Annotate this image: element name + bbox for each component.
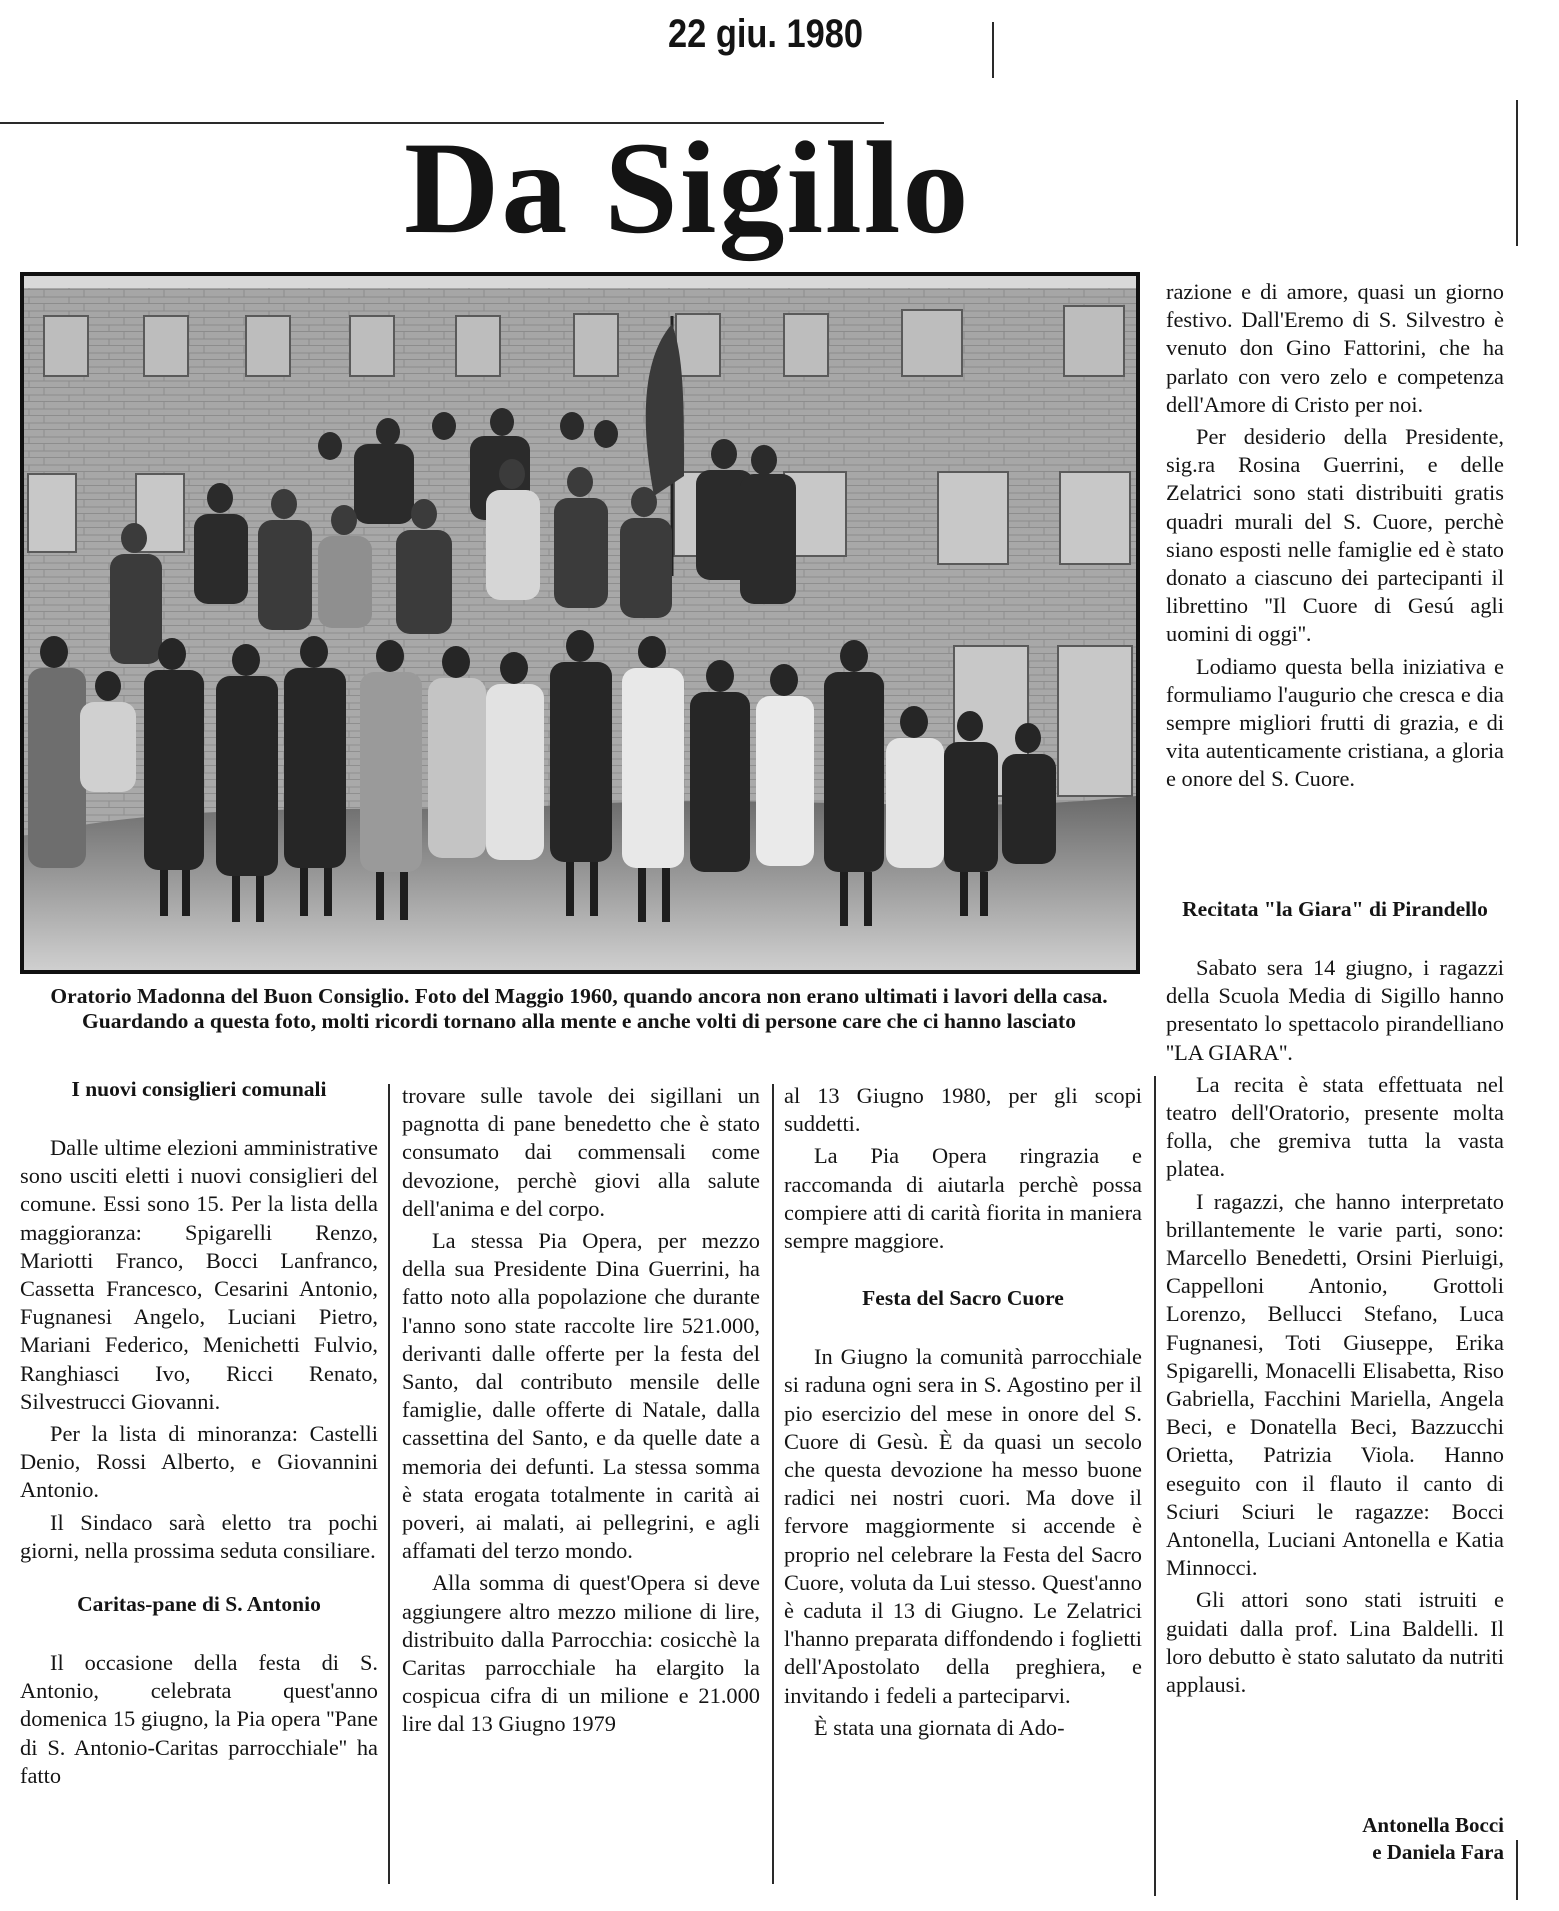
paragraph: La stessa Pia Opera, per mezzo della sua Presidente Dina Guerrini, ha fatto noto alla popolazione che durante l'anno sono state raccolte lire 521.000, derivanti dalle offerte per la festa del Santo, dal contributo mensile delle famiglie, dalle offerte di Natale, dalla cassettina del Santo, e da quelle date a memoria dei defunti. La stessa somma è stata erogata totalmente in carità ai poveri, ai malati, ai pellegrini, e agli affamati del terzo mondo.: [402, 1228, 760, 1564]
section-heading-consiglieri: I nuovi consiglieri comunali: [71, 1077, 327, 1101]
column-2: [402, 1082, 760, 1739]
right-border-bottom: [1516, 1840, 1518, 1900]
right-column-recitata: [1166, 896, 1504, 1699]
column-divider: [1154, 1076, 1156, 1896]
signature-line-2: e Daniela Fara: [1372, 1840, 1504, 1864]
paragraph: Gli attori sono stati istruiti e guidati dalla prof. Lina Baldelli. Il loro debutto è stato salutato da nutriti applausi.: [1166, 1587, 1504, 1698]
paragraph: La Pia Opera ringrazia e raccomanda di aiutarla perchè possa compiere atti di carità fiorita in maniera sempre maggiore.: [784, 1143, 1142, 1254]
paragraph: trovare sulle tavole dei sigillani un pagnotta di pane benedetto che è stato consumato dai commensali come devozione, perchè giovi alla salute dell'anima e del corpo.: [402, 1083, 760, 1221]
paragraph: Alla somma di quest'Opera si deve aggiungere altro mezzo milione di lire, distribuito dalla Parrocchia: cosicchè la Caritas parrocchiale ha elargito la cospicua cifra di un milione e 21.000 lire dal 13 Giugno 1979: [402, 1570, 760, 1737]
section-heading-caritas: Caritas-pane di S. Antonio: [77, 1592, 321, 1617]
group-photo: [20, 272, 1140, 974]
paragraph: Lodiamo questa bella iniziativa e formuliamo l'augurio che cresca e dia sempre migliori frutti di grazia, e di vita autenticamente cristiana, a gloria e onore del S. Cuore.: [1166, 653, 1504, 792]
section-heading-recitata: Recitata "la Giara" di Pirandello: [1182, 897, 1488, 921]
date-stamp: 22 giu. 1980: [668, 12, 864, 56]
paragraph: Il occasione della festa di S. Antonio, celebrata quest'anno domenica 15 giugno, la Pia opera ''Pane di S. Antonio-Caritas parrocchiale'' ha fatto: [20, 1650, 378, 1788]
paragraph: Per la lista di minoranza: Castelli Denio, Rossi Alberto, e Giovannini Antonio.: [20, 1421, 378, 1503]
photo-caption: Oratorio Madonna del Buon Consiglio. Foto del Maggio 1960, quando ancora non erano ultimati i lavori della casa. Guardando a questa foto, molti ricordi tornano alla mente e anche volti di persone care che ci hanno lasciato: [50, 984, 1108, 1033]
group-photo-image: [24, 276, 1136, 970]
column-3: [784, 1082, 1142, 1742]
section-heading-festa: Festa del Sacro Cuore: [862, 1286, 1064, 1311]
right-border-top: [1516, 100, 1518, 246]
stamp-divider: [992, 22, 994, 78]
paragraph: In Giugno la comunità parrocchiale si raduna ogni sera in S. Agostino per il pio esercizio del mese in onore del S. Cuore di Gesù. È da quasi un secolo che questa devozione ha messo buone radici nei nostri cuori. Ma dove il fervore maggiormente si accende è proprio nel celebrare la Festa del Sacro Cuore, voluta da Lui stesso. Quest'anno è caduta il 13 di Giugno. Le Zelatrici l'hanno preparata diffondendo i foglietti dell'Apostolato della preghiera, e invitando i fedeli a parteciparvi.: [784, 1344, 1142, 1708]
paragraph: Dalle ultime elezioni amministrative sono usciti eletti i nuovi consiglieri del comune. Essi sono 15. Per la lista della maggioranza: Spigarelli Renzo, Mariotti Franco, Bocci Lanfranco, Cassetta Francesco, Cesarini Antonio, Fugnanesi Angelo, Luciani Pietro, Mariani Federico, Menichetti Fulvio, Ranghiasci Ivo, Ricci Renato, Silvestrucci Giovanni.: [20, 1135, 378, 1414]
paragraph: razione e di amore, quasi un giorno festivo. Dall'Eremo di S. Silvestro è venuto don Gino Fattorini, che ha parlato con vero zelo e competenza dell'Amore di Cristo per noi.: [1166, 279, 1504, 417]
paragraph: Per desiderio della Presidente, sig.ra Rosina Guerrini, e delle Zelatrici sono stati distribuiti gratis quadri murali del S. Cuore, perchè siano esposti nelle famiglie ed è stato donato a ciascuno dei partecipanti il librettino ''Il Cuore di Gesú agli uomini di oggi''.: [1166, 424, 1504, 647]
paragraph: I ragazzi, che hanno interpretato brillantemente le varie parti, sono: Marcello Benedetti, Orsini Pierluigi, Cappelloni Antonio, Grottoli Lorenzo, Bellucci Stefano, Luca Fugnanesi, Toti Giuseppe, Erika Spigarelli, Monacelli Elisabetta, Riso Gabriella, Facchini Mariella, Angela Beci, e Donatella Beci, Bazzucchi Orietta, Patrizia Viola. Hanno eseguito con il flauto il canto di Sciuri Sciuri le ragazze: Bocci Antonella, Luciani Antonella e Katia Minnocci.: [1166, 1188, 1504, 1581]
column-divider: [772, 1084, 774, 1884]
right-column-top: [1166, 278, 1504, 794]
paragraph: al 13 Giugno 1980, per gli scopi suddetti.: [784, 1083, 1142, 1137]
signature: [1166, 1812, 1504, 1866]
masthead-title: Da Sigillo: [404, 114, 971, 261]
column-1: [20, 1076, 378, 1790]
paragraph: Sabato sera 14 giugno, i ragazzi della Scuola Media di Sigillo hanno presentato lo spettacolo pirandelliano ''LA GIARA''.: [1166, 955, 1504, 1065]
paragraph: Il Sindaco sarà eletto tra pochi giorni, nella prossima seduta consiliare.: [20, 1509, 378, 1563]
paragraph: La recita è stata effettuata nel teatro dell'Oratorio, presente molta folla, che gremiva tutta la vasta platea.: [1166, 1071, 1504, 1182]
signature-line-1: Antonella Bocci: [1362, 1813, 1504, 1837]
column-divider: [388, 1084, 390, 1884]
paragraph: È stata una giornata di Ado-: [814, 1714, 1065, 1740]
